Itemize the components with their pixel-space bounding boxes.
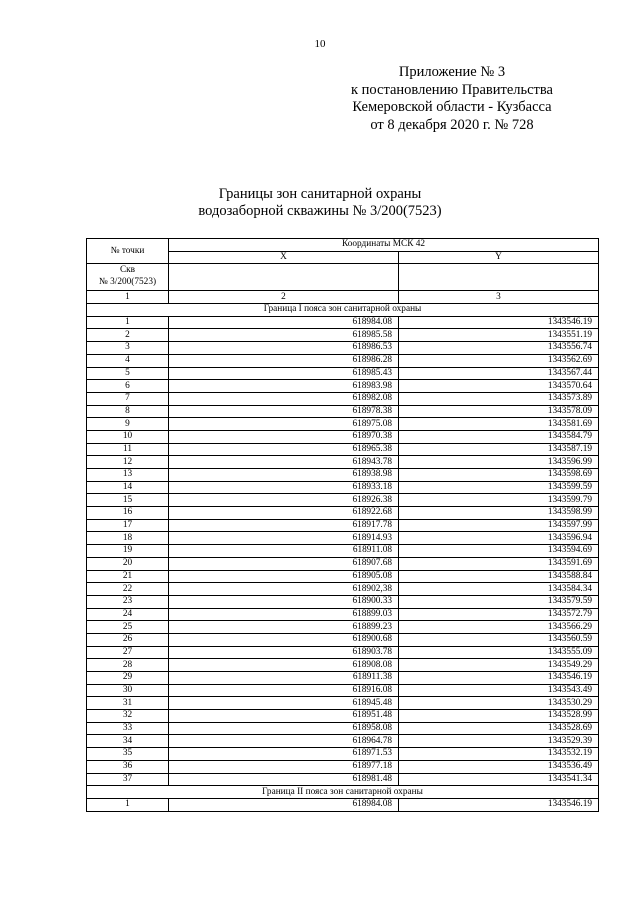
table-row bbox=[87, 481, 599, 494]
point-number-cell: 26 bbox=[87, 633, 169, 646]
x-coordinate-cell: 618905.08 bbox=[169, 570, 399, 583]
table-row bbox=[87, 735, 599, 748]
section-title-row bbox=[87, 786, 599, 799]
table-row bbox=[87, 392, 599, 405]
y-coordinate-cell: 1343570.64 bbox=[399, 380, 599, 393]
y-coordinate-cell: 1343530.29 bbox=[399, 697, 599, 710]
point-number-header: № точки bbox=[87, 239, 169, 264]
table-row bbox=[87, 380, 599, 393]
x-coordinate-cell: 618926.38 bbox=[169, 494, 399, 507]
point-number-cell: 2 bbox=[87, 329, 169, 342]
x-coordinate-cell: 618985.58 bbox=[169, 329, 399, 342]
y-coordinate-cell: 1343587.19 bbox=[399, 443, 599, 456]
point-number-cell: 36 bbox=[87, 760, 169, 773]
y-coordinate-cell: 1343584.34 bbox=[399, 583, 599, 596]
table-row bbox=[87, 748, 599, 761]
y-header: Y bbox=[399, 251, 599, 264]
y-coordinate-cell: 1343596.99 bbox=[399, 456, 599, 469]
point-number-cell: 33 bbox=[87, 722, 169, 735]
x-coordinate-cell: 618943.78 bbox=[169, 456, 399, 469]
appendix-line-1: Приложение № 3 bbox=[398, 64, 506, 80]
point-number-cell: 23 bbox=[87, 595, 169, 608]
x-coordinate-cell: 618982.08 bbox=[169, 392, 399, 405]
appendix-line-2: к постановлению Правительства bbox=[351, 81, 553, 98]
table-row bbox=[87, 583, 599, 596]
y-coordinate-cell: 1343551.19 bbox=[399, 329, 599, 342]
x-coordinate-cell: 618965.38 bbox=[169, 443, 399, 456]
x-coordinate-cell: 618958.08 bbox=[169, 722, 399, 735]
table-row bbox=[87, 545, 599, 558]
point-number-cell: 1 bbox=[87, 798, 169, 811]
x-coordinate-cell: 618908.08 bbox=[169, 659, 399, 672]
y-coordinate-cell: 1343567.44 bbox=[399, 367, 599, 380]
point-number-cell: 37 bbox=[87, 773, 169, 786]
appendix-line-4: от 8 декабря 2020 г. № 728 bbox=[370, 116, 534, 133]
header-row bbox=[87, 239, 599, 252]
point-number-cell: 31 bbox=[87, 697, 169, 710]
x-coordinate-cell: 618938.98 bbox=[169, 469, 399, 482]
y-coordinate-cell: 1343549.29 bbox=[399, 659, 599, 672]
point-number-cell: 30 bbox=[87, 684, 169, 697]
table-row bbox=[87, 430, 599, 443]
table-row bbox=[87, 659, 599, 672]
table-row bbox=[87, 557, 599, 570]
table-row bbox=[87, 469, 599, 482]
point-number-cell: 21 bbox=[87, 570, 169, 583]
point-number-cell: 4 bbox=[87, 354, 169, 367]
well-y-cell bbox=[399, 264, 599, 291]
x-coordinate-cell: 618899.23 bbox=[169, 621, 399, 634]
point-number-cell: 34 bbox=[87, 735, 169, 748]
table-row bbox=[87, 519, 599, 532]
y-coordinate-cell: 1343543.49 bbox=[399, 684, 599, 697]
table-row bbox=[87, 532, 599, 545]
x-coordinate-cell: 618964.78 bbox=[169, 735, 399, 748]
point-number-cell: 6 bbox=[87, 380, 169, 393]
x-coordinate-cell: 618903.78 bbox=[169, 646, 399, 659]
x-coordinate-cell: 618914.93 bbox=[169, 532, 399, 545]
y-coordinate-cell: 1343528.69 bbox=[399, 722, 599, 735]
y-coordinate-cell: 1343555.09 bbox=[399, 646, 599, 659]
x-coordinate-cell: 618971.53 bbox=[169, 748, 399, 761]
table-row bbox=[87, 621, 599, 634]
column-number-row bbox=[87, 291, 599, 304]
point-number-cell: 13 bbox=[87, 469, 169, 482]
table-row bbox=[87, 697, 599, 710]
x-coordinate-cell: 618911.08 bbox=[169, 545, 399, 558]
y-coordinate-cell: 1343546.19 bbox=[399, 672, 599, 685]
point-number-cell: 12 bbox=[87, 456, 169, 469]
point-number-cell: 28 bbox=[87, 659, 169, 672]
y-coordinate-cell: 1343599.79 bbox=[399, 494, 599, 507]
column-number-3: 3 bbox=[399, 291, 599, 304]
x-coordinate-cell: 618945.48 bbox=[169, 697, 399, 710]
table-row bbox=[87, 570, 599, 583]
y-coordinate-cell: 1343573.89 bbox=[399, 392, 599, 405]
y-coordinate-cell: 1343599.59 bbox=[399, 481, 599, 494]
y-coordinate-cell: 1343581.69 bbox=[399, 418, 599, 431]
well-x-cell bbox=[169, 264, 399, 291]
point-number-cell: 18 bbox=[87, 532, 169, 545]
table-row bbox=[87, 710, 599, 723]
x-coordinate-cell: 618911.38 bbox=[169, 672, 399, 685]
x-coordinate-cell: 618917.78 bbox=[169, 519, 399, 532]
x-coordinate-cell: 618985.43 bbox=[169, 367, 399, 380]
x-coordinate-cell: 618981.48 bbox=[169, 773, 399, 786]
table-row bbox=[87, 684, 599, 697]
column-number-2: 2 bbox=[169, 291, 399, 304]
x-coordinate-cell: 618899.03 bbox=[169, 608, 399, 621]
point-number-cell: 14 bbox=[87, 481, 169, 494]
table-row bbox=[87, 798, 599, 811]
table-row bbox=[87, 456, 599, 469]
y-coordinate-cell: 1343584.79 bbox=[399, 430, 599, 443]
table-row bbox=[87, 507, 599, 520]
x-header: X bbox=[169, 251, 399, 264]
table-row bbox=[87, 354, 599, 367]
y-coordinate-cell: 1343560.59 bbox=[399, 633, 599, 646]
x-coordinate-cell: 618916.08 bbox=[169, 684, 399, 697]
column-number-1: 1 bbox=[87, 291, 169, 304]
point-number-cell: 8 bbox=[87, 405, 169, 418]
well-row bbox=[87, 264, 599, 291]
title-line-2: водозаборной скважины № 3/200(7523) bbox=[198, 203, 442, 219]
x-coordinate-cell: 618900.68 bbox=[169, 633, 399, 646]
y-coordinate-cell: 1343562.69 bbox=[399, 354, 599, 367]
point-number-cell: 29 bbox=[87, 672, 169, 685]
point-number-cell: 32 bbox=[87, 710, 169, 723]
point-number-cell: 10 bbox=[87, 430, 169, 443]
point-number-cell: 7 bbox=[87, 392, 169, 405]
well-label-line-1: Скв bbox=[119, 265, 136, 276]
y-coordinate-cell: 1343597.99 bbox=[399, 519, 599, 532]
x-coordinate-cell: 618900.33 bbox=[169, 595, 399, 608]
point-number-cell: 22 bbox=[87, 583, 169, 596]
appendix-header bbox=[322, 64, 582, 134]
x-coordinate-cell: 618907.68 bbox=[169, 557, 399, 570]
table-row bbox=[87, 342, 599, 355]
point-number-cell: 27 bbox=[87, 646, 169, 659]
table-row bbox=[87, 633, 599, 646]
document-title bbox=[0, 186, 640, 220]
y-coordinate-cell: 1343536.49 bbox=[399, 760, 599, 773]
table-row bbox=[87, 443, 599, 456]
table-row bbox=[87, 329, 599, 342]
x-coordinate-cell: 618975.08 bbox=[169, 418, 399, 431]
x-coordinate-cell: 618983.98 bbox=[169, 380, 399, 393]
table-row bbox=[87, 672, 599, 685]
section-title: Граница II пояса зон санитарной охраны bbox=[87, 786, 599, 799]
y-coordinate-cell: 1343528.99 bbox=[399, 710, 599, 723]
y-coordinate-cell: 1343596.94 bbox=[399, 532, 599, 545]
appendix-line-3: Кемеровской области - Кузбасса bbox=[352, 99, 552, 115]
section-title: Граница I пояса зон санитарной охраны bbox=[87, 304, 599, 317]
y-coordinate-cell: 1343579.59 bbox=[399, 595, 599, 608]
x-coordinate-cell: 618984.08 bbox=[169, 316, 399, 329]
point-number-cell: 3 bbox=[87, 342, 169, 355]
title-line-1: Границы зон санитарной охраны bbox=[218, 186, 422, 202]
y-coordinate-cell: 1343572.79 bbox=[399, 608, 599, 621]
point-number-cell: 15 bbox=[87, 494, 169, 507]
point-number-cell: 17 bbox=[87, 519, 169, 532]
table-row bbox=[87, 722, 599, 735]
section-title-row bbox=[87, 304, 599, 317]
x-coordinate-cell: 618933.18 bbox=[169, 481, 399, 494]
y-coordinate-cell: 1343546.19 bbox=[399, 798, 599, 811]
point-number-cell: 24 bbox=[87, 608, 169, 621]
y-coordinate-cell: 1343556.74 bbox=[399, 342, 599, 355]
point-number-cell: 20 bbox=[87, 557, 169, 570]
point-number-cell: 9 bbox=[87, 418, 169, 431]
x-coordinate-cell: 618978.38 bbox=[169, 405, 399, 418]
table-row bbox=[87, 773, 599, 786]
table-row bbox=[87, 316, 599, 329]
x-coordinate-cell: 618977.18 bbox=[169, 760, 399, 773]
well-label bbox=[87, 264, 169, 291]
y-coordinate-cell: 1343578.09 bbox=[399, 405, 599, 418]
table-row bbox=[87, 418, 599, 431]
table-row bbox=[87, 367, 599, 380]
y-coordinate-cell: 1343532.19 bbox=[399, 748, 599, 761]
page-number: 10 bbox=[314, 38, 326, 50]
y-coordinate-cell: 1343566.29 bbox=[399, 621, 599, 634]
x-coordinate-cell: 618986.28 bbox=[169, 354, 399, 367]
x-coordinate-cell: 618902,38 bbox=[169, 583, 399, 596]
point-number-cell: 19 bbox=[87, 545, 169, 558]
coordinates-table bbox=[86, 238, 599, 812]
point-number-cell: 25 bbox=[87, 621, 169, 634]
point-number-cell: 35 bbox=[87, 748, 169, 761]
x-coordinate-cell: 618986.53 bbox=[169, 342, 399, 355]
table-row bbox=[87, 595, 599, 608]
y-coordinate-cell: 1343588.84 bbox=[399, 570, 599, 583]
coordinates-table-body bbox=[87, 239, 599, 812]
x-coordinate-cell: 618970.38 bbox=[169, 430, 399, 443]
y-coordinate-cell: 1343591.69 bbox=[399, 557, 599, 570]
y-coordinate-cell: 1343594.69 bbox=[399, 545, 599, 558]
y-coordinate-cell: 1343546.19 bbox=[399, 316, 599, 329]
table-row bbox=[87, 494, 599, 507]
y-coordinate-cell: 1343598.99 bbox=[399, 507, 599, 520]
y-coordinate-cell: 1343541.34 bbox=[399, 773, 599, 786]
x-coordinate-cell: 618984.08 bbox=[169, 798, 399, 811]
x-coordinate-cell: 618951.48 bbox=[169, 710, 399, 723]
y-coordinate-cell: 1343598.69 bbox=[399, 469, 599, 482]
well-label-line-2: № 3/200(7523) bbox=[98, 277, 157, 288]
coordinates-header: Координаты МСК 42 bbox=[169, 239, 599, 252]
point-number-cell: 1 bbox=[87, 316, 169, 329]
x-coordinate-cell: 618922.68 bbox=[169, 507, 399, 520]
table-row bbox=[87, 608, 599, 621]
table-row bbox=[87, 760, 599, 773]
table-row bbox=[87, 646, 599, 659]
y-coordinate-cell: 1343529.39 bbox=[399, 735, 599, 748]
point-number-cell: 16 bbox=[87, 507, 169, 520]
point-number-cell: 11 bbox=[87, 443, 169, 456]
table-row bbox=[87, 405, 599, 418]
point-number-cell: 5 bbox=[87, 367, 169, 380]
